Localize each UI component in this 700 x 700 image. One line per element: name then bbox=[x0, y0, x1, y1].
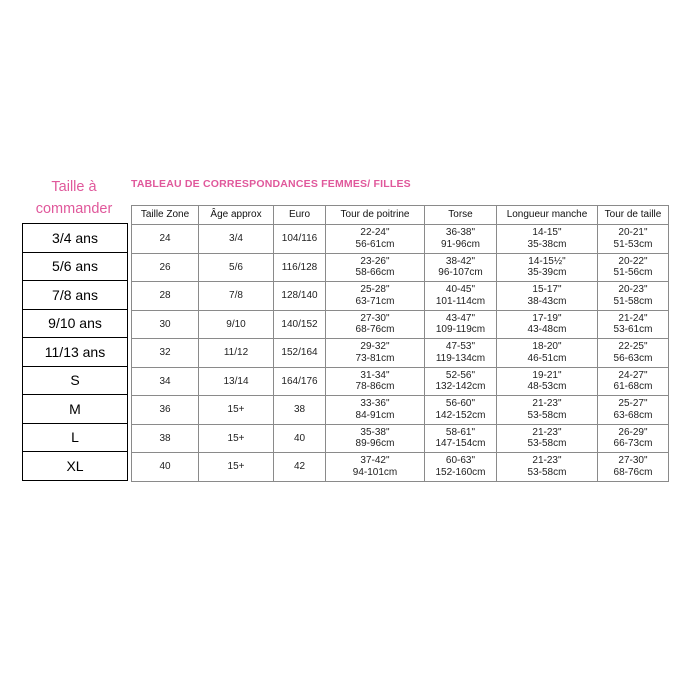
table-cell: 34 bbox=[132, 367, 199, 396]
column-header: Taille Zone bbox=[132, 206, 199, 225]
table-cell: 3/4 bbox=[199, 225, 274, 254]
measure-cm: 56-63cm bbox=[613, 352, 653, 364]
measure-cm: 35-38cm bbox=[527, 238, 567, 250]
measure-inches: 25-27" bbox=[618, 398, 648, 410]
table-cell: 7/8 bbox=[199, 282, 274, 311]
table-cell: 40 bbox=[274, 424, 326, 453]
table-cell bbox=[598, 225, 669, 254]
column-header: Euro bbox=[274, 206, 326, 225]
measure-cm: 84-91cm bbox=[355, 409, 395, 421]
measure-cm: 61-68cm bbox=[613, 381, 653, 393]
table-cell bbox=[497, 453, 598, 482]
table-row bbox=[132, 339, 669, 368]
column-header: Longueur manche bbox=[497, 206, 598, 225]
table-cell bbox=[598, 339, 669, 368]
table-cell: 15+ bbox=[199, 424, 274, 453]
measure-inches: 21-24" bbox=[618, 312, 648, 324]
table-cell bbox=[598, 396, 669, 425]
table-cell bbox=[497, 253, 598, 282]
table-cell bbox=[598, 253, 669, 282]
measure-inches: 20-21" bbox=[618, 227, 648, 239]
measure-cm: 66-73cm bbox=[613, 438, 653, 450]
table-cell bbox=[598, 453, 669, 482]
table-cell bbox=[497, 424, 598, 453]
measure-cm: 58-66cm bbox=[355, 267, 395, 279]
measure-cm: 51-53cm bbox=[613, 238, 653, 250]
measure-inches: 40-45" bbox=[445, 284, 476, 296]
order-size-cell: S bbox=[23, 366, 128, 395]
measure-inches: 43-47" bbox=[445, 312, 476, 324]
table-header-row bbox=[132, 206, 669, 225]
table-cell bbox=[425, 253, 497, 282]
order-size-row bbox=[23, 423, 128, 452]
measure-cm: 96-107cm bbox=[438, 267, 483, 279]
measure-cm: 78-86cm bbox=[355, 381, 395, 393]
table-cell bbox=[425, 367, 497, 396]
table-cell: 38 bbox=[274, 396, 326, 425]
table-cell: 104/116 bbox=[274, 225, 326, 254]
table-cell bbox=[425, 310, 497, 339]
measure-cm: 35-39cm bbox=[527, 267, 567, 279]
measure-inches: 17-19" bbox=[532, 312, 562, 324]
table-row bbox=[132, 310, 669, 339]
table-cell bbox=[598, 424, 669, 453]
order-size-cell: 3/4 ans bbox=[23, 224, 128, 253]
measure-inches: 35-38" bbox=[360, 426, 390, 438]
order-size-header-line1: Taille à bbox=[51, 179, 97, 195]
table-cell bbox=[425, 396, 497, 425]
order-size-row bbox=[23, 452, 128, 481]
table-cell: 116/128 bbox=[274, 253, 326, 282]
measure-cm: 147-154cm bbox=[435, 438, 486, 450]
measure-cm: 89-96cm bbox=[355, 438, 395, 450]
table-cell: 38 bbox=[132, 424, 199, 453]
order-size-row bbox=[23, 395, 128, 424]
measure-inches: 25-28" bbox=[360, 284, 390, 296]
table-cell bbox=[598, 310, 669, 339]
order-size-table bbox=[22, 223, 128, 481]
table-cell bbox=[326, 424, 425, 453]
measure-cm: 132-142cm bbox=[435, 381, 486, 393]
measure-inches: 36-38" bbox=[445, 227, 476, 239]
measure-inches: 14-15½" bbox=[528, 255, 566, 267]
table-row bbox=[132, 282, 669, 311]
column-header: Torse bbox=[425, 206, 497, 225]
measure-inches: 27-30" bbox=[360, 312, 390, 324]
order-size-cell: XL bbox=[23, 452, 128, 481]
table-row bbox=[132, 225, 669, 254]
measure-inches: 31-34" bbox=[360, 369, 390, 381]
order-size-row bbox=[23, 281, 128, 310]
measure-cm: 94-101cm bbox=[352, 466, 398, 478]
table-cell: 15+ bbox=[199, 453, 274, 482]
table-cell: 24 bbox=[132, 225, 199, 254]
table-cell bbox=[425, 282, 497, 311]
table-cell bbox=[326, 453, 425, 482]
table-cell bbox=[497, 225, 598, 254]
order-size-row bbox=[23, 338, 128, 367]
measure-inches: 19-21" bbox=[532, 369, 562, 381]
table-cell: 152/164 bbox=[274, 339, 326, 368]
table-cell: 32 bbox=[132, 339, 199, 368]
measure-inches: 38-42" bbox=[445, 255, 476, 267]
table-cell: 15+ bbox=[199, 396, 274, 425]
table-cell bbox=[425, 424, 497, 453]
table-cell: 40 bbox=[132, 453, 199, 482]
table-row bbox=[132, 424, 669, 453]
order-size-row bbox=[23, 224, 128, 253]
size-correspondence-table bbox=[131, 205, 669, 482]
measure-cm: 53-61cm bbox=[613, 324, 653, 336]
measure-cm: 51-58cm bbox=[613, 295, 653, 307]
order-size-header-line2: commander bbox=[35, 201, 113, 217]
measure-inches: 26-29" bbox=[618, 426, 648, 438]
measure-inches: 23-26" bbox=[360, 255, 390, 267]
measure-inches: 24-27" bbox=[618, 369, 648, 381]
measure-cm: 46-51cm bbox=[527, 352, 567, 364]
table-row bbox=[132, 253, 669, 282]
table-cell bbox=[425, 453, 497, 482]
table-cell: 36 bbox=[132, 396, 199, 425]
table-cell bbox=[497, 367, 598, 396]
order-size-row bbox=[23, 366, 128, 395]
order-size-row bbox=[23, 252, 128, 281]
table-cell bbox=[497, 339, 598, 368]
table-row bbox=[132, 453, 669, 482]
column-header: Tour de taille bbox=[598, 206, 669, 225]
table-cell: 164/176 bbox=[274, 367, 326, 396]
order-size-cell: M bbox=[23, 395, 128, 424]
table-cell bbox=[326, 310, 425, 339]
order-size-cell: 9/10 ans bbox=[23, 309, 128, 338]
table-row bbox=[132, 396, 669, 425]
table-row bbox=[132, 367, 669, 396]
order-size-cell: L bbox=[23, 423, 128, 452]
measure-cm: 51-56cm bbox=[613, 267, 653, 279]
measure-inches: 20-22" bbox=[618, 255, 648, 267]
measure-inches: 27-30" bbox=[618, 455, 648, 467]
measure-cm: 119-134cm bbox=[435, 352, 486, 364]
measure-cm: 56-61cm bbox=[355, 238, 395, 250]
table-cell bbox=[598, 282, 669, 311]
measure-inches: 22-24" bbox=[360, 227, 390, 239]
table-cell bbox=[497, 310, 598, 339]
order-size-cell: 11/13 ans bbox=[23, 338, 128, 367]
measure-cm: 63-71cm bbox=[355, 295, 395, 307]
measure-inches: 37-42" bbox=[360, 455, 390, 467]
measure-cm: 63-68cm bbox=[613, 409, 653, 421]
table-cell: 140/152 bbox=[274, 310, 326, 339]
measure-inches: 33-36" bbox=[360, 398, 390, 410]
table-cell bbox=[326, 367, 425, 396]
measure-cm: 53-58cm bbox=[527, 466, 567, 478]
order-size-header bbox=[22, 176, 126, 220]
measure-cm: 48-53cm bbox=[527, 381, 567, 393]
measure-cm: 38-43cm bbox=[527, 295, 567, 307]
measure-cm: 43-48cm bbox=[527, 324, 567, 336]
measure-inches: 21-23" bbox=[532, 426, 562, 438]
order-size-cell: 7/8 ans bbox=[23, 281, 128, 310]
table-cell: 28 bbox=[132, 282, 199, 311]
table-cell: 42 bbox=[274, 453, 326, 482]
order-size-cell: 5/6 ans bbox=[23, 252, 128, 281]
column-header: Tour de poitrine bbox=[326, 206, 425, 225]
measure-cm: 91-96cm bbox=[441, 238, 480, 250]
measure-inches: 47-53" bbox=[445, 341, 476, 353]
table-cell bbox=[497, 396, 598, 425]
measure-cm: 152-160cm bbox=[435, 466, 486, 478]
measure-inches: 18-20" bbox=[532, 341, 562, 353]
table-cell bbox=[497, 282, 598, 311]
measure-inches: 60-63" bbox=[445, 455, 476, 467]
table-cell bbox=[326, 396, 425, 425]
measure-inches: 56-60" bbox=[445, 398, 476, 410]
table-cell bbox=[598, 367, 669, 396]
measure-cm: 142-152cm bbox=[435, 409, 486, 421]
measure-cm: 53-58cm bbox=[527, 409, 567, 421]
measure-inches: 15-17" bbox=[532, 284, 562, 296]
measure-cm: 101-114cm bbox=[435, 295, 486, 307]
chart-title: TABLEAU DE CORRESPONDANCES FEMMES/ FILLES bbox=[131, 178, 411, 190]
table-cell: 11/12 bbox=[199, 339, 274, 368]
table-cell: 5/6 bbox=[199, 253, 274, 282]
table-cell bbox=[326, 225, 425, 254]
table-cell: 26 bbox=[132, 253, 199, 282]
order-size-row bbox=[23, 309, 128, 338]
measure-cm: 68-76cm bbox=[355, 324, 395, 336]
table-cell bbox=[326, 253, 425, 282]
table-cell bbox=[326, 339, 425, 368]
table-cell: 128/140 bbox=[274, 282, 326, 311]
table-cell: 9/10 bbox=[199, 310, 274, 339]
measure-inches: 52-56" bbox=[445, 369, 476, 381]
measure-inches: 29-32" bbox=[360, 341, 390, 353]
measure-inches: 22-25" bbox=[618, 341, 648, 353]
measure-cm: 53-58cm bbox=[527, 438, 567, 450]
measure-inches: 21-23" bbox=[532, 398, 562, 410]
table-cell bbox=[425, 339, 497, 368]
table-cell bbox=[326, 282, 425, 311]
table-cell bbox=[425, 225, 497, 254]
column-header: Âge approx bbox=[199, 206, 274, 225]
table-cell: 30 bbox=[132, 310, 199, 339]
measure-inches: 20-23" bbox=[618, 284, 648, 296]
table-cell: 13/14 bbox=[199, 367, 274, 396]
measure-cm: 109-119cm bbox=[435, 324, 486, 336]
measure-cm: 68-76cm bbox=[613, 466, 653, 478]
measure-inches: 14-15" bbox=[532, 227, 562, 239]
measure-inches: 58-61" bbox=[445, 426, 476, 438]
measure-inches: 21-23" bbox=[532, 455, 562, 467]
measure-cm: 73-81cm bbox=[355, 352, 395, 364]
